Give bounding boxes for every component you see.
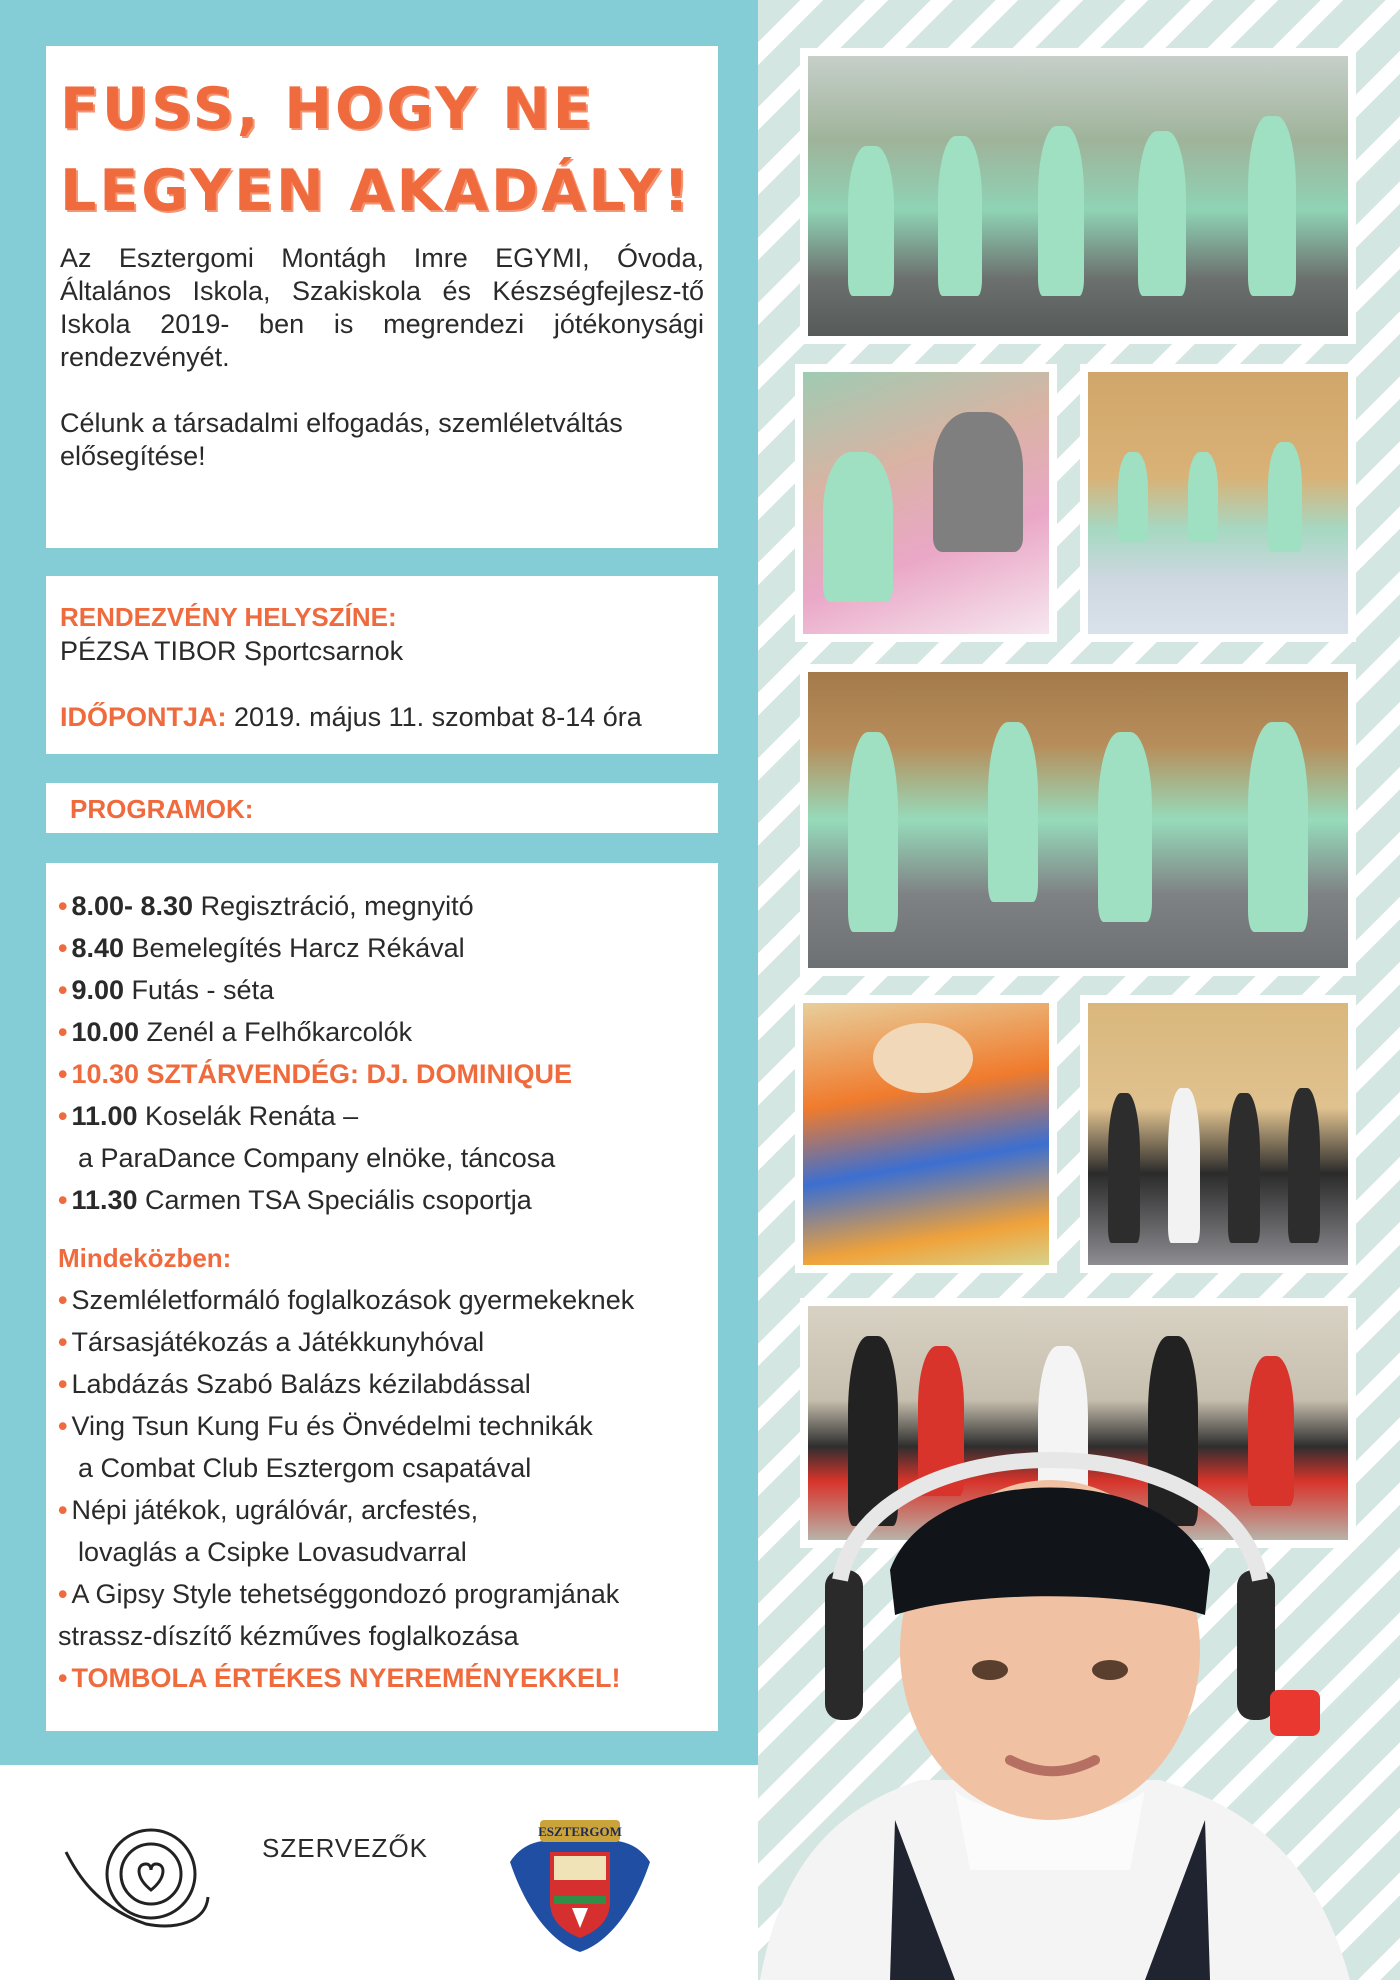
photo-crafts <box>795 364 1057 642</box>
meanwhile-text: Ving Tsun Kung Fu és Önvédelmi technikák <box>71 1411 593 1441</box>
program-time: 11.30 <box>71 1185 138 1215</box>
bullet-icon: • <box>58 1579 68 1609</box>
goal-paragraph: Célunk a társadalmi elfogadás, szemléletváltás elősegítése! <box>60 408 623 471</box>
meanwhile-text: Labdázás Szabó Balázs kézilabdással <box>71 1369 531 1399</box>
venue-card <box>46 576 718 754</box>
meanwhile-text: Társasjátékozás a Játékkunyhóval <box>71 1327 485 1357</box>
meanwhile-item-continuation: lovaglás a Csipke Lovasudvarral <box>78 1537 467 1567</box>
bullet-icon: • <box>58 933 68 963</box>
photo-dancers-group-image <box>1088 1003 1348 1265</box>
program-time: 9.00 <box>71 975 125 1005</box>
meanwhile-item <box>58 1405 708 1447</box>
program-text: Zenél a Felhőkarcolók <box>146 1017 413 1047</box>
meanwhile-item <box>58 1363 708 1405</box>
meanwhile-item <box>58 1321 708 1363</box>
bullet-icon: • <box>58 891 68 921</box>
bullet-icon: • <box>58 1327 68 1357</box>
photo-bouncy-castle <box>795 995 1057 1273</box>
bullet-icon: • <box>58 1285 68 1315</box>
bullet-icon: • <box>58 1017 68 1047</box>
bullet-icon: • <box>58 1663 68 1693</box>
program-card <box>46 863 718 1731</box>
title-line-2: LEGYEN AKADÁLY! <box>60 158 693 224</box>
meanwhile-item-continuation: a Combat Club Esztergom csapatával <box>78 1453 532 1483</box>
photo-bouncy-castle-image <box>803 1003 1049 1265</box>
meanwhile-item <box>58 1489 708 1531</box>
title-line-1: FUSS, HOGY NE <box>60 76 595 142</box>
meanwhile-text: Szemléletformáló foglalkozások gyermekeknek <box>71 1285 635 1315</box>
program-time: 8.00- 8.30 <box>71 891 194 921</box>
program-time: 10.00 <box>71 1017 140 1047</box>
program-text: Koselák Renáta – <box>145 1101 359 1131</box>
star-guest-text: 10.30 SZTÁRVENDÉG: DJ. DOMINIQUE <box>71 1059 573 1089</box>
crest-text: ESZTERGOM <box>538 1824 622 1839</box>
venue-label: RENDEZVÉNY HELYSZÍNE: <box>60 602 397 632</box>
raffle-item <box>58 1657 708 1699</box>
poster-title <box>60 68 704 232</box>
meanwhile-item-continuation: strassz-díszítő kézműves foglalkozása <box>58 1621 519 1651</box>
intro-card <box>46 46 718 548</box>
program-item-highlight <box>58 1053 708 1095</box>
program-item <box>58 927 708 969</box>
program-item <box>58 1011 708 1053</box>
photo-dancers-group <box>1080 995 1356 1273</box>
photo-crafts-image <box>803 372 1049 634</box>
bullet-icon: • <box>58 1185 68 1215</box>
program-time: 8.40 <box>71 933 125 963</box>
esztergom-crest-logo <box>500 1812 660 1962</box>
time-value: 2019. május 11. szombat 8-14 óra <box>234 702 642 732</box>
program-text: Futás - séta <box>131 975 275 1005</box>
program-heading: PROGRAMOK: <box>70 794 254 824</box>
bullet-icon: • <box>58 1369 68 1399</box>
meanwhile-item <box>58 1573 708 1615</box>
meanwhile-text: Népi játékok, ugrálóvár, arcfestés, <box>71 1495 479 1525</box>
raffle-text: TOMBOLA ÉRTÉKES NYEREMÉNYEKKEL! <box>71 1663 621 1693</box>
meanwhile-heading: Mindeközben: <box>58 1243 232 1273</box>
bullet-icon: • <box>58 1059 68 1089</box>
photo-run-crowd-image <box>808 56 1348 336</box>
program-text: Carmen TSA Speciális csoportja <box>145 1185 532 1215</box>
bullet-icon: • <box>58 1101 68 1131</box>
time-line <box>60 700 704 734</box>
photo-run-crowd <box>800 48 1356 344</box>
time-label: IDŐPONTJA: <box>60 702 227 732</box>
photo-gym-exercise <box>1080 364 1356 642</box>
program-item <box>58 1179 708 1221</box>
bullet-icon: • <box>58 1495 68 1525</box>
program-time: 11.00 <box>71 1101 138 1131</box>
photo-gym-exercise-image <box>1088 372 1348 634</box>
program-text: Bemelegítés Harcz Rékával <box>131 933 465 963</box>
program-text: Regisztráció, megnyitó <box>200 891 474 921</box>
photo-warmup <box>800 664 1356 976</box>
program-item <box>58 1095 708 1137</box>
bullet-icon: • <box>58 975 68 1005</box>
snail-heart-logo <box>56 1812 216 1942</box>
meanwhile-text: A Gipsy Style tehetséggondozó programjának <box>71 1579 620 1609</box>
program-item <box>58 969 708 1011</box>
dj-portrait <box>700 1400 1400 1980</box>
program-heading-card <box>46 783 718 833</box>
bullet-icon: • <box>58 1411 68 1441</box>
venue-value: PÉZSA TIBOR Sportcsarnok <box>60 636 404 666</box>
intro-paragraph: Az Esztergomi Montágh Imre EGYMI, Óvoda, Általános Iskola, Szakiskola és Készségfejlesz-tő Iskola 2019- ben is megrendezi jótékonysági rendezvényét. <box>60 243 704 372</box>
photo-warmup-image <box>808 672 1348 968</box>
program-item-continuation: a ParaDance Company elnöke, táncosa <box>78 1143 556 1173</box>
organizers-label: SZERVEZŐK <box>262 1833 429 1863</box>
meanwhile-item <box>58 1279 708 1321</box>
program-item <box>58 885 708 927</box>
